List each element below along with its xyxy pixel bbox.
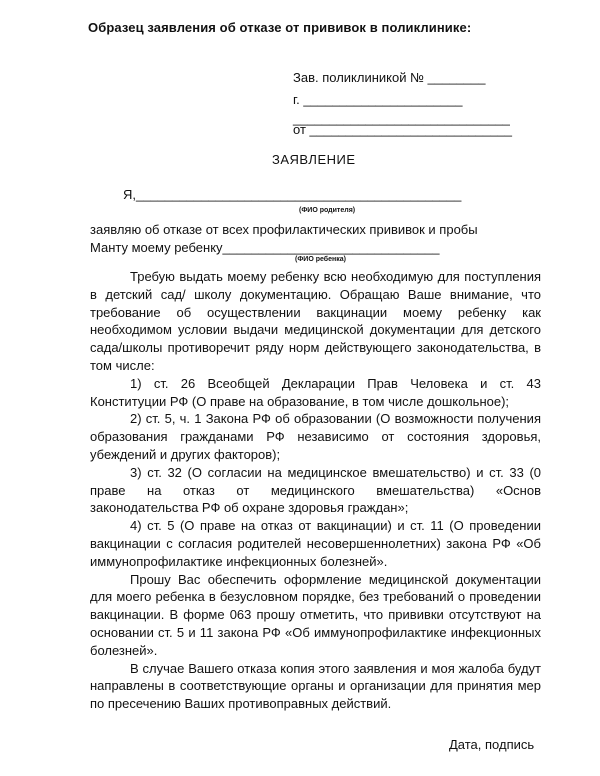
paragraph-item-2: 2) ст. 5, ч. 1 Закона РФ об образовании (О возможности получения образования гражданами РФ независимо от состояния здоровья, убеждений и других факторов); bbox=[90, 411, 541, 462]
paragraph-item-1: 1) ст. 26 Всеобщей Декларации Прав Человека и ст. 43 Конституции РФ (О праве на образование, в том числе дошкольное); bbox=[90, 375, 541, 409]
statement-line-2: Манту моему ребенку______________________________ bbox=[90, 240, 440, 255]
paragraph-item-3: 3) ст. 32 (О согласии на медицинское вмешательство) и ст. 33 (0 праве на отказ от медицинского вмешательства) «Основ законодательства РФ об охране здоровья граждан»; bbox=[90, 464, 541, 516]
document-heading: Образец заявления об отказе от прививок в поликлинике: bbox=[88, 20, 472, 35]
addressee-clinic-line: Зав. поликлиникой № ________ bbox=[293, 70, 486, 85]
applicant-name-caption: (ФИО родителя) bbox=[299, 207, 356, 214]
addressee-city-line: г. ______________________ bbox=[293, 92, 463, 107]
document-title: ЗАЯВЛЕНИЕ bbox=[272, 152, 356, 167]
paragraph-request: Требую выдать моему ребенку всю необходимую для поступления в детский сад/ школу документацию. Обращаю Ваше внимание, что требование об осуществлении вакцинации моему ребенку как необходимом условии выдачи медицинской документации для детского сада/школы противоречит ряду норм действующего законодательства, в том числе: bbox=[90, 269, 541, 373]
statement-line-1: заявляю об отказе от всех профилактических прививок и пробы bbox=[90, 222, 478, 237]
addressee-blank-line: ______________________________ bbox=[293, 111, 510, 126]
addressee-from-line: от ____________________________ bbox=[293, 122, 512, 137]
date-signature-label: Дата, подпись bbox=[449, 737, 535, 752]
paragraph-please: Прошу Вас обеспечить оформление медицинской документации для моего ребенка в безусловном порядке, без требований о проведении вакцинации. В форме 063 прошу отметить, что прививки отсутствуют на основании ст. 5 и 11 закона РФ «Об иммунопрофилактике инфекционных болезней». bbox=[90, 571, 541, 658]
paragraph-complaint: В случае Вашего отказа копия этого заявления и моя жалоба будут направлены в соответствующие органы и организации для принятия мер по пресечению Ваших противоправных действий. bbox=[90, 660, 541, 712]
applicant-name-line: Я,_____________________________________________ bbox=[123, 187, 462, 202]
child-name-caption: (ФИО ребенка) bbox=[295, 256, 346, 263]
paragraph-item-4: 4) ст. 5 (О праве на отказ от вакцинации) и ст. 11 (О проведении вакцинации с согласия родителей несовершеннолетних) закона РФ «Об иммунопрофилактике инфекционных болезней». bbox=[90, 518, 541, 569]
statement-body bbox=[90, 268, 541, 713]
